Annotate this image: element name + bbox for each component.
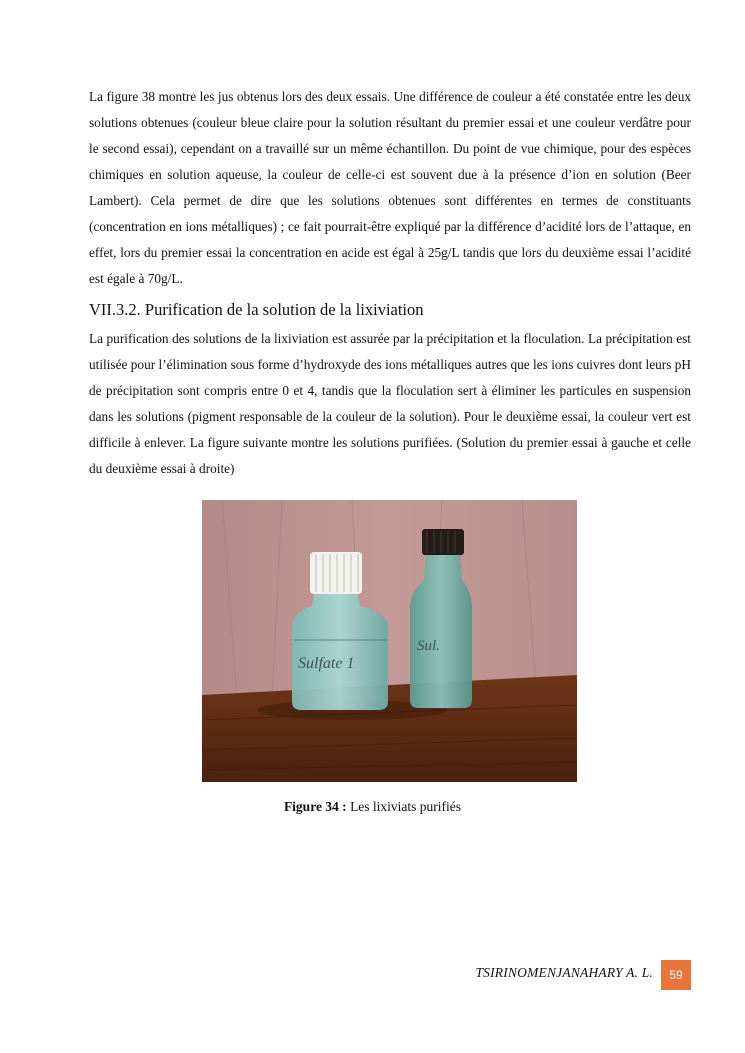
page-number-badge: 59	[661, 960, 691, 990]
section-heading: VII.3.2. Purification de la solution de la lixiviation	[89, 300, 424, 319]
figure-photo	[202, 500, 577, 782]
footer-author: TSIRINOMENJANAHARY A. L.	[475, 965, 653, 980]
svg-text:Sul.: Sul.	[417, 638, 440, 654]
figure-caption-text: Les lixiviats purifiés	[346, 799, 462, 814]
paragraph-2: La purification des solutions de la lixiviation est assurée par la précipitation et la floculation. La précipitation est utilisée pour l’élimination sous forme d’hydroxyde des ions métalliques autres que les ions cuivres dont leurs pH de précipitation sont compris entre 0 et 4, tandis que la floculation sert à éliminer les particules en suspension dans les solutions (pigment responsable de la couleur de la solution). Pour le deuxième essai, la couleur vert est difficile à enlever. La figure suivante montre les solutions purifiées. (Solution du premier essai à gauche et celle du deuxième essai à droite)	[89, 331, 691, 476]
svg-text:Sulfate 1: Sulfate 1	[298, 655, 355, 672]
page-body	[89, 84, 691, 482]
figure-caption	[0, 799, 745, 815]
paragraph-1: La figure 38 montre les jus obtenus lors des deux essais. Une différence de couleur a été constatée entre les deux solutions obtenues (couleur bleue claire pour la solution résultant du premier essai et une couleur verdâtre pour le second essai), cependant on a travaillé sur un même échantillon. Du point de vue chimique, pour des espèces chimiques en solution aqueuse, la couleur de celle-ci est souvent due à la présence d’ion en solution (Beer Lambert). Cela permet de dire que les solutions obtenues sont différentes en termes de constituants (concentration en ions métalliques) ; ce fait pourrait-être expliqué par la différence d’acidité lors de l’attaque, en effet, lors du premier essai la concentration en acide est égal à 25g/L tandis que lors du deuxième essai l’acidité est égale à 70g/L.	[89, 89, 691, 286]
figure-label: Figure 34 :	[283, 799, 347, 814]
